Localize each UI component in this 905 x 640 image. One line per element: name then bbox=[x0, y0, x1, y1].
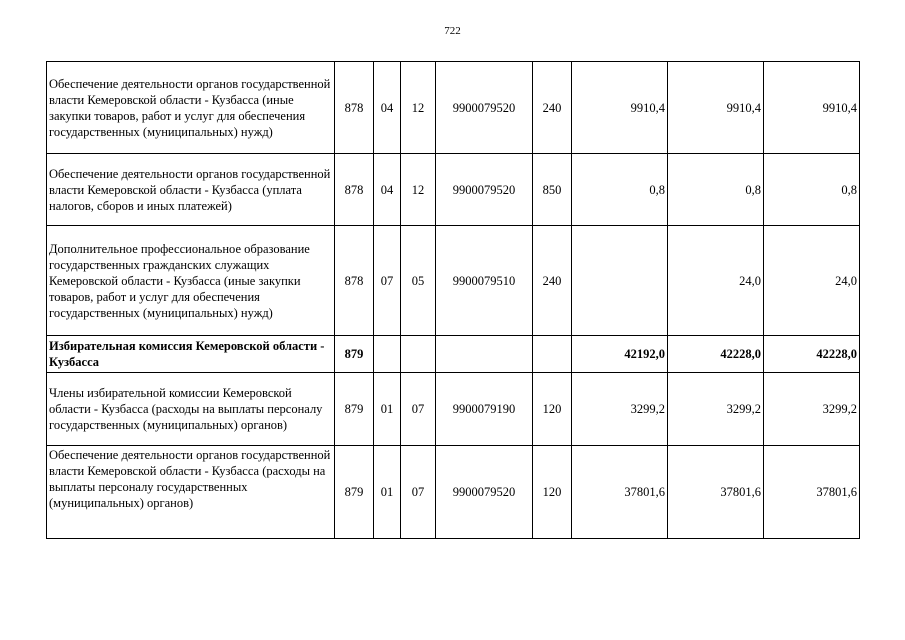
row-name: Избирательная комиссия Кемеровской области - Кузбасса bbox=[47, 336, 335, 373]
table-row-section bbox=[47, 336, 860, 373]
cell-podrazdel: 12 bbox=[401, 62, 436, 154]
cell-sum-2: 0,8 bbox=[668, 154, 764, 226]
cell-csr: 9900079190 bbox=[436, 373, 533, 446]
cell-sum-3: 42228,0 bbox=[764, 336, 860, 373]
cell-vedom: 878 bbox=[335, 62, 374, 154]
cell-sum-2: 3299,2 bbox=[668, 373, 764, 446]
cell-razdel bbox=[374, 336, 401, 373]
row-name: Обеспечение деятельности органов государственной власти Кемеровской области - Кузбасса (уплата налогов, сборов и иных платежей) bbox=[47, 154, 335, 226]
table-row bbox=[47, 154, 860, 226]
table-row bbox=[47, 373, 860, 446]
cell-sum-1: 42192,0 bbox=[572, 336, 668, 373]
row-name: Обеспечение деятельности органов государственной власти Кемеровской области - Кузбасса (иные закупки товаров, работ и услуг для обеспечения государственных (муниципальных) нужд) bbox=[47, 62, 335, 154]
cell-podrazdel: 07 bbox=[401, 446, 436, 539]
cell-sum-3: 0,8 bbox=[764, 154, 860, 226]
row-name: Члены избирательной комиссии Кемеровской области - Кузбасса (расходы на выплаты персоналу государственных (муниципальных) органов) bbox=[47, 373, 335, 446]
cell-sum-2: 24,0 bbox=[668, 226, 764, 336]
cell-csr: 9900079520 bbox=[436, 62, 533, 154]
cell-sum-2: 9910,4 bbox=[668, 62, 764, 154]
cell-sum-3: 3299,2 bbox=[764, 373, 860, 446]
cell-podrazdel bbox=[401, 336, 436, 373]
cell-vr: 120 bbox=[533, 373, 572, 446]
cell-podrazdel: 12 bbox=[401, 154, 436, 226]
cell-csr: 9900079520 bbox=[436, 154, 533, 226]
cell-csr: 9900079510 bbox=[436, 226, 533, 336]
cell-vr: 850 bbox=[533, 154, 572, 226]
cell-vedom: 879 bbox=[335, 446, 374, 539]
cell-vr bbox=[533, 336, 572, 373]
cell-sum-1: 3299,2 bbox=[572, 373, 668, 446]
cell-sum-1: 37801,6 bbox=[572, 446, 668, 539]
cell-sum-2: 37801,6 bbox=[668, 446, 764, 539]
page-number: 722 bbox=[444, 25, 461, 37]
cell-podrazdel: 07 bbox=[401, 373, 436, 446]
row-name: Обеспечение деятельности органов государственной власти Кемеровской области - Кузбасса (расходы на выплаты персоналу государственных (муниципальных) органов) bbox=[47, 446, 335, 539]
cell-razdel: 01 bbox=[374, 446, 401, 539]
cell-sum-1: 9910,4 bbox=[572, 62, 668, 154]
cell-csr: 9900079520 bbox=[436, 446, 533, 539]
cell-razdel: 04 bbox=[374, 62, 401, 154]
cell-sum-1 bbox=[572, 226, 668, 336]
table-row bbox=[47, 446, 860, 539]
cell-vedom: 878 bbox=[335, 226, 374, 336]
cell-vedom: 879 bbox=[335, 373, 374, 446]
budget-table bbox=[46, 61, 860, 539]
cell-vr: 240 bbox=[533, 62, 572, 154]
cell-vedom: 878 bbox=[335, 154, 374, 226]
row-name: Дополнительное профессиональное образование государственных гражданских служащих Кемеровской области - Кузбасса (иные закупки товаров, работ и услуг для обеспечения государственных (муниципальных) нужд) bbox=[47, 226, 335, 336]
cell-vr: 120 bbox=[533, 446, 572, 539]
cell-razdel: 07 bbox=[374, 226, 401, 336]
cell-sum-3: 24,0 bbox=[764, 226, 860, 336]
cell-razdel: 01 bbox=[374, 373, 401, 446]
table-row bbox=[47, 226, 860, 336]
cell-vr: 240 bbox=[533, 226, 572, 336]
cell-sum-2: 42228,0 bbox=[668, 336, 764, 373]
cell-razdel: 04 bbox=[374, 154, 401, 226]
cell-podrazdel: 05 bbox=[401, 226, 436, 336]
cell-sum-1: 0,8 bbox=[572, 154, 668, 226]
cell-vedom: 879 bbox=[335, 336, 374, 373]
table-row bbox=[47, 62, 860, 154]
cell-csr bbox=[436, 336, 533, 373]
cell-sum-3: 37801,6 bbox=[764, 446, 860, 539]
cell-sum-3: 9910,4 bbox=[764, 62, 860, 154]
